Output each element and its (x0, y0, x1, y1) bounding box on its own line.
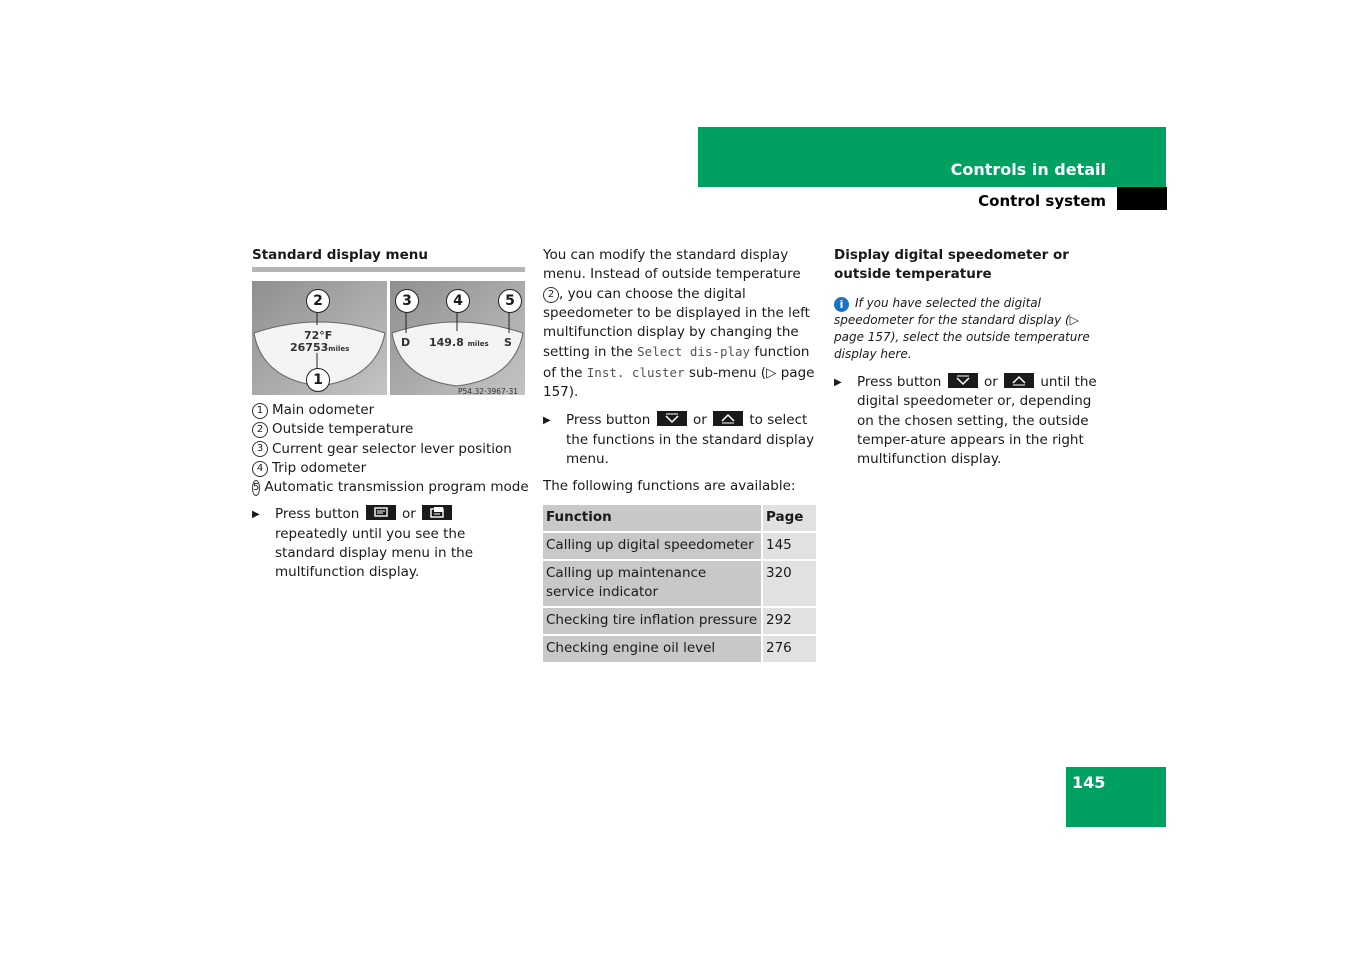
figure-ref: P54.32-3967-31 (458, 387, 519, 396)
code-inst-cluster: Inst. cluster (586, 364, 685, 380)
heading-rule (252, 267, 525, 272)
function-cell: Checking tire inflation pressure (543, 607, 762, 635)
reset-up-button-icon (422, 505, 452, 520)
callout-5: 5 (498, 289, 522, 313)
right-column (834, 246, 1109, 469)
dial-odometer: 26753miles (290, 341, 350, 354)
left-column (252, 246, 529, 583)
down-button-icon (657, 411, 687, 426)
table-header-row (543, 505, 816, 532)
dial-gear: D (401, 336, 411, 349)
table-row (543, 560, 816, 607)
legend-item: 1 Main odometer (252, 401, 525, 420)
up-button-icon (1004, 373, 1034, 388)
page-cell: 292 (762, 607, 816, 635)
subsection-title: Control system (978, 192, 1106, 210)
step-repeat-press: ▶ Press button or repeatedly until you see the standard display menu in the multifunction display. (252, 506, 474, 581)
step-speedometer: ▶ Press button or until the digital speedometer or, depending on the chosen setting, the outside temper-ature appears in the right multifunction display. (834, 374, 1097, 468)
dial-temperature: 72°F (304, 329, 333, 342)
info-note: i If you have selected the digital speedometer for the standard display (▷ page 157), select the outside temperature display here. (834, 296, 1090, 361)
legend-item: 5 Automatic transmission program mode (253, 479, 529, 496)
reset-down-button-icon (366, 505, 396, 520)
col-header-page: Page (762, 505, 816, 532)
table-row (543, 532, 816, 560)
intro-paragraph: You can modify the standard display menu. Instead of outside temperature 2 , you can choose the digital speedometer to be displayed in the left multifunction display by changing the setting in the Select dis-play function of the Inst. cluster sub-menu (▷ page 157). (543, 247, 815, 401)
bullet-icon: ▶ (543, 415, 551, 427)
functions-table (543, 505, 816, 664)
table-row (543, 635, 816, 663)
page-cell: 145 (762, 532, 816, 560)
step-select-functions: ▶ Press button or to select the functions in the standard display menu. (543, 412, 815, 467)
callout-3: 3 (395, 289, 419, 313)
down-button-icon (948, 373, 978, 388)
table-row (543, 607, 816, 635)
instrument-figure (252, 281, 525, 395)
legend-item: 4 Trip odometer (252, 459, 525, 478)
dial-mode: S (504, 336, 512, 349)
middle-column (543, 246, 818, 664)
function-cell: Checking engine oil level (543, 635, 762, 663)
legend-item: 3 Current gear selector lever position (252, 440, 525, 459)
callout-1: 1 (306, 368, 330, 392)
dial-trip: 149.8 miles (429, 336, 489, 349)
ref-callout: 2 (543, 287, 559, 303)
code-select-display: Select dis-play (637, 344, 751, 360)
page-cell: 276 (762, 635, 816, 663)
display-speedometer-heading: Display digital speedometer or outside temperature (834, 247, 1069, 282)
legend-list (252, 401, 529, 497)
function-cell: Calling up maintenance service indicator (543, 560, 762, 607)
standard-display-heading: Standard display menu (252, 247, 428, 263)
bullet-icon: ▶ (252, 509, 260, 521)
function-cell: Calling up digital speedometer (543, 532, 762, 560)
col-header-function: Function (543, 505, 762, 532)
page-cell: 320 (762, 560, 816, 607)
legend-item: 2 Outside temperature (252, 420, 525, 439)
header-marker (1117, 187, 1167, 210)
table-intro: The following functions are available: (543, 478, 796, 495)
bullet-icon: ▶ (834, 377, 842, 388)
up-button-icon (713, 411, 743, 426)
page-number: 145 (1072, 773, 1106, 792)
section-title: Controls in detail (950, 160, 1106, 179)
callout-4: 4 (446, 289, 470, 313)
info-icon: i (834, 297, 849, 312)
callout-2: 2 (306, 289, 330, 313)
